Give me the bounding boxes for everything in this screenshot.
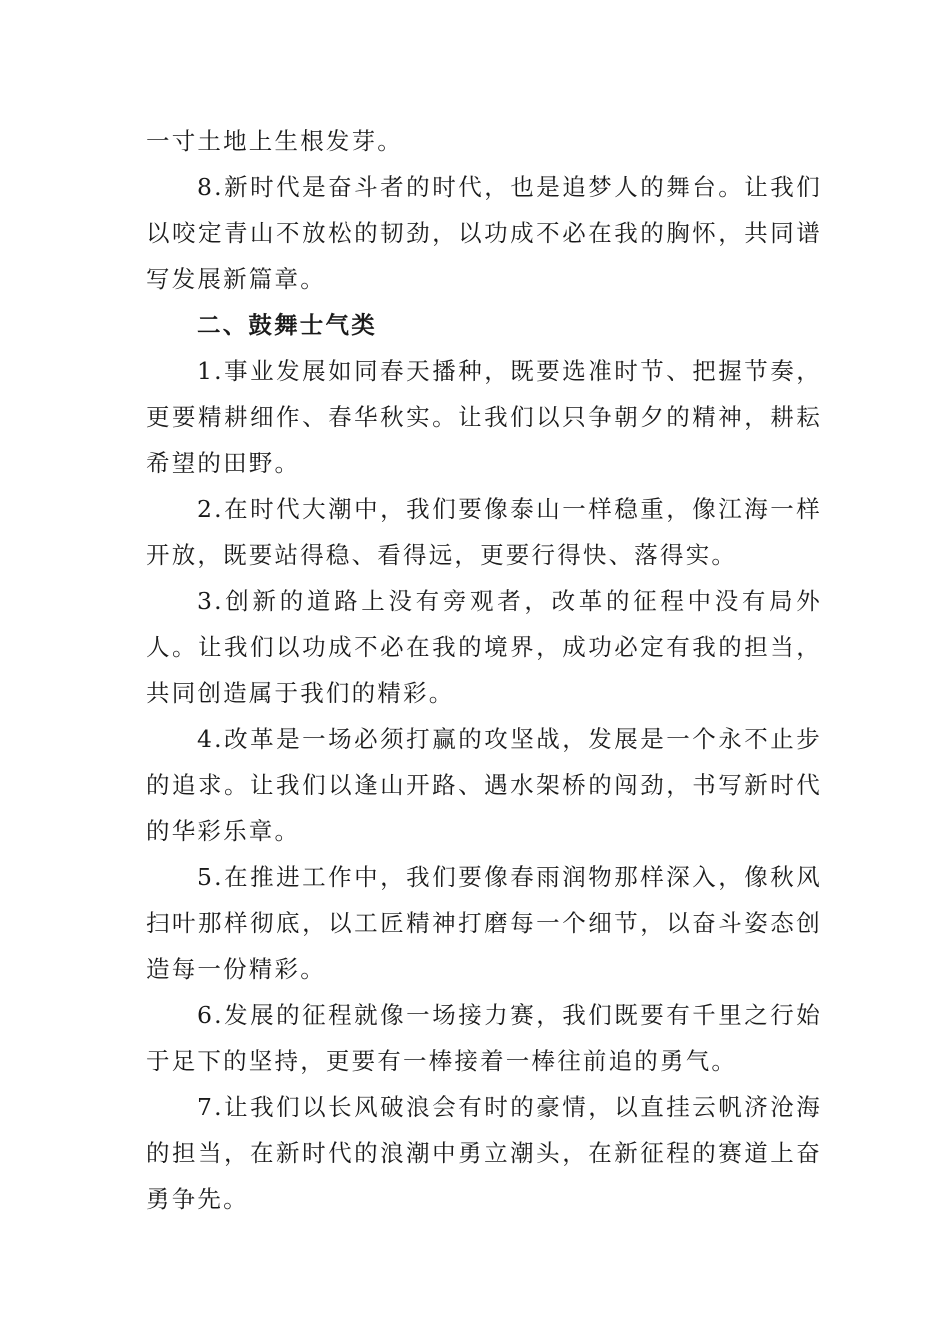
list-item-7: 7.让我们以长风破浪会有时的豪情，以直挂云帆济沧海的担当，在新时代的浪潮中勇立潮头，在新征程的赛道上奋勇争先。 — [146, 1093, 822, 1213]
continuation-paragraph: 一寸土地上生根发芽。 — [146, 127, 403, 155]
paragraph-item-8: 8.新时代是奋斗者的时代，也是追梦人的舞台。让我们以咬定青山不放松的韧劲，以功成不必在我的胸怀，共同谱写发展新篇章。 — [146, 173, 822, 293]
list-item-3: 3.创新的道路上没有旁观者，改革的征程中没有局外人。让我们以功成不必在我的境界，成功必定有我的担当，共同创造属于我们的精彩。 — [146, 587, 822, 707]
list-item-1: 1.事业发展如同春天播种，既要选准时节、把握节奏，更要精耕细作、春华秋实。让我们以只争朝夕的精神，耕耘希望的田野。 — [146, 357, 822, 477]
list-item-4: 4.改革是一场必须打赢的攻坚战，发展是一个永不止步的追求。让我们以逢山开路、遇水架桥的闯劲，书写新时代的华彩乐章。 — [146, 725, 822, 845]
document-body — [146, 118, 822, 1222]
list-item-2: 2.在时代大潮中，我们要像泰山一样稳重，像江海一样开放，既要站得稳、看得远，更要行得快、落得实。 — [146, 495, 822, 569]
section-heading: 二、鼓舞士气类 — [197, 311, 377, 339]
list-item-5: 5.在推进工作中，我们要像春雨润物那样深入，像秋风扫叶那样彻底，以工匠精神打磨每一个细节，以奋斗姿态创造每一份精彩。 — [146, 863, 822, 983]
list-item-6: 6.发展的征程就像一场接力赛，我们既要有千里之行始于足下的坚持，更要有一棒接着一棒往前追的勇气。 — [146, 1001, 822, 1075]
